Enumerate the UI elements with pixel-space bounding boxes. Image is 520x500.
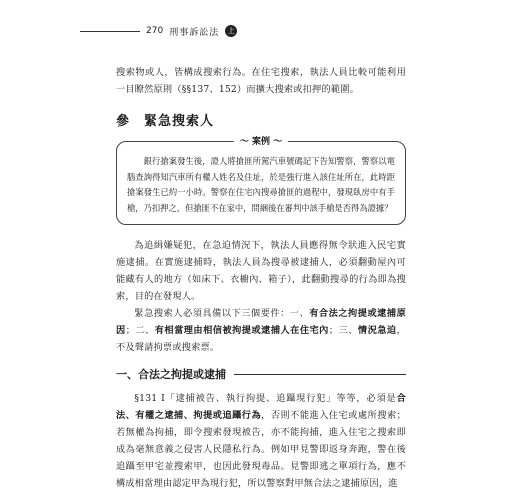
book-title: 刑事訴訟法 [169, 27, 220, 38]
section-title: 參 緊急搜索人 [116, 114, 215, 129]
case-label: 〜 案例 〜 [234, 134, 288, 147]
requirement-2: 有相當理由相信被拘提或逮捕人在住宅內 [154, 325, 329, 336]
p4-start: §131 I「逮捕被告、執行拘提、追躡現行犯」等等，必須是 [134, 393, 397, 404]
running-header [80, 24, 440, 38]
requirement-3: 情況急迫 [357, 325, 397, 336]
case-box [116, 137, 406, 225]
header-rule [80, 31, 140, 32]
paragraph-3 [116, 305, 406, 356]
p3-mid1: ；二、 [125, 325, 155, 336]
requirement-1: 有合法之拘提或逮捕原因 [116, 308, 406, 336]
p3-mid2: ；三、 [328, 325, 358, 336]
paragraph-2: 為追緝嫌疑犯，在急迫情況下，執法人員應得無令狀進入民宅實施逮捕。在實施逮捕時，執法人員為搜尋被逮捕人，必須翻動屋內可能藏有人的地方（如床下、衣櫥內、箱子），此翻動搜尋的行為即為搜索，目的在發現人。 [116, 240, 406, 302]
page-number: 270 [146, 26, 164, 36]
p4-end: ，否則不能進入住宅或處所搜索；若無權為拘捕，即令搜索發現被告，亦不能拘捕，進入住宅之搜索即成為毫無意義之侵害人民隱私行為。例如甲見警即返身奔跑，警在後追躡至甲宅並搜索甲，也因此發現毒品。見警即逃之單項行為，應不構成相當理由認定甲為現行犯，所以警察對甲無合法之逮捕原因，進 [116, 410, 407, 489]
p3-end: ，不及聲請拘票或搜索票。 [116, 325, 406, 353]
p4-emphasis: 合法、有權之逮捕、拘提或追躡行為 [116, 393, 406, 421]
p3-start: 緊急搜索人必須具備以下三個要件：一、 [134, 308, 310, 319]
subsection-rule [234, 374, 406, 375]
volume-badge: 上 [225, 25, 237, 37]
case-label-text: 案例 [251, 137, 271, 147]
subsection-title-text: 一、合法之拘提或逮捕 [116, 368, 226, 381]
case-text: 銀行搶案發生後，證人將搶匪所駕汽車號碼記下告知警察，警察以電腦查詢得知汽車所有權人姓名及住址，於是強行進入該住址所在，此時距搶案發生已約一小時。警察在住宅內搜尋搶匪的過程中，發現臥房中有手槍，乃扣押之，但搶匪不在家中，問綑後在審判中該手槍是否得為證據？ [127, 156, 395, 213]
paragraph-1: 搜索物或人，皆構成搜索行為。在住宅搜索，執法人員比較可能利用一目瞭然原則（§§137、152）而擴大搜索或扣押的範圍。 [116, 67, 406, 95]
subsection-title [116, 366, 406, 382]
paragraph-4 [116, 390, 406, 492]
page-content [116, 64, 406, 492]
